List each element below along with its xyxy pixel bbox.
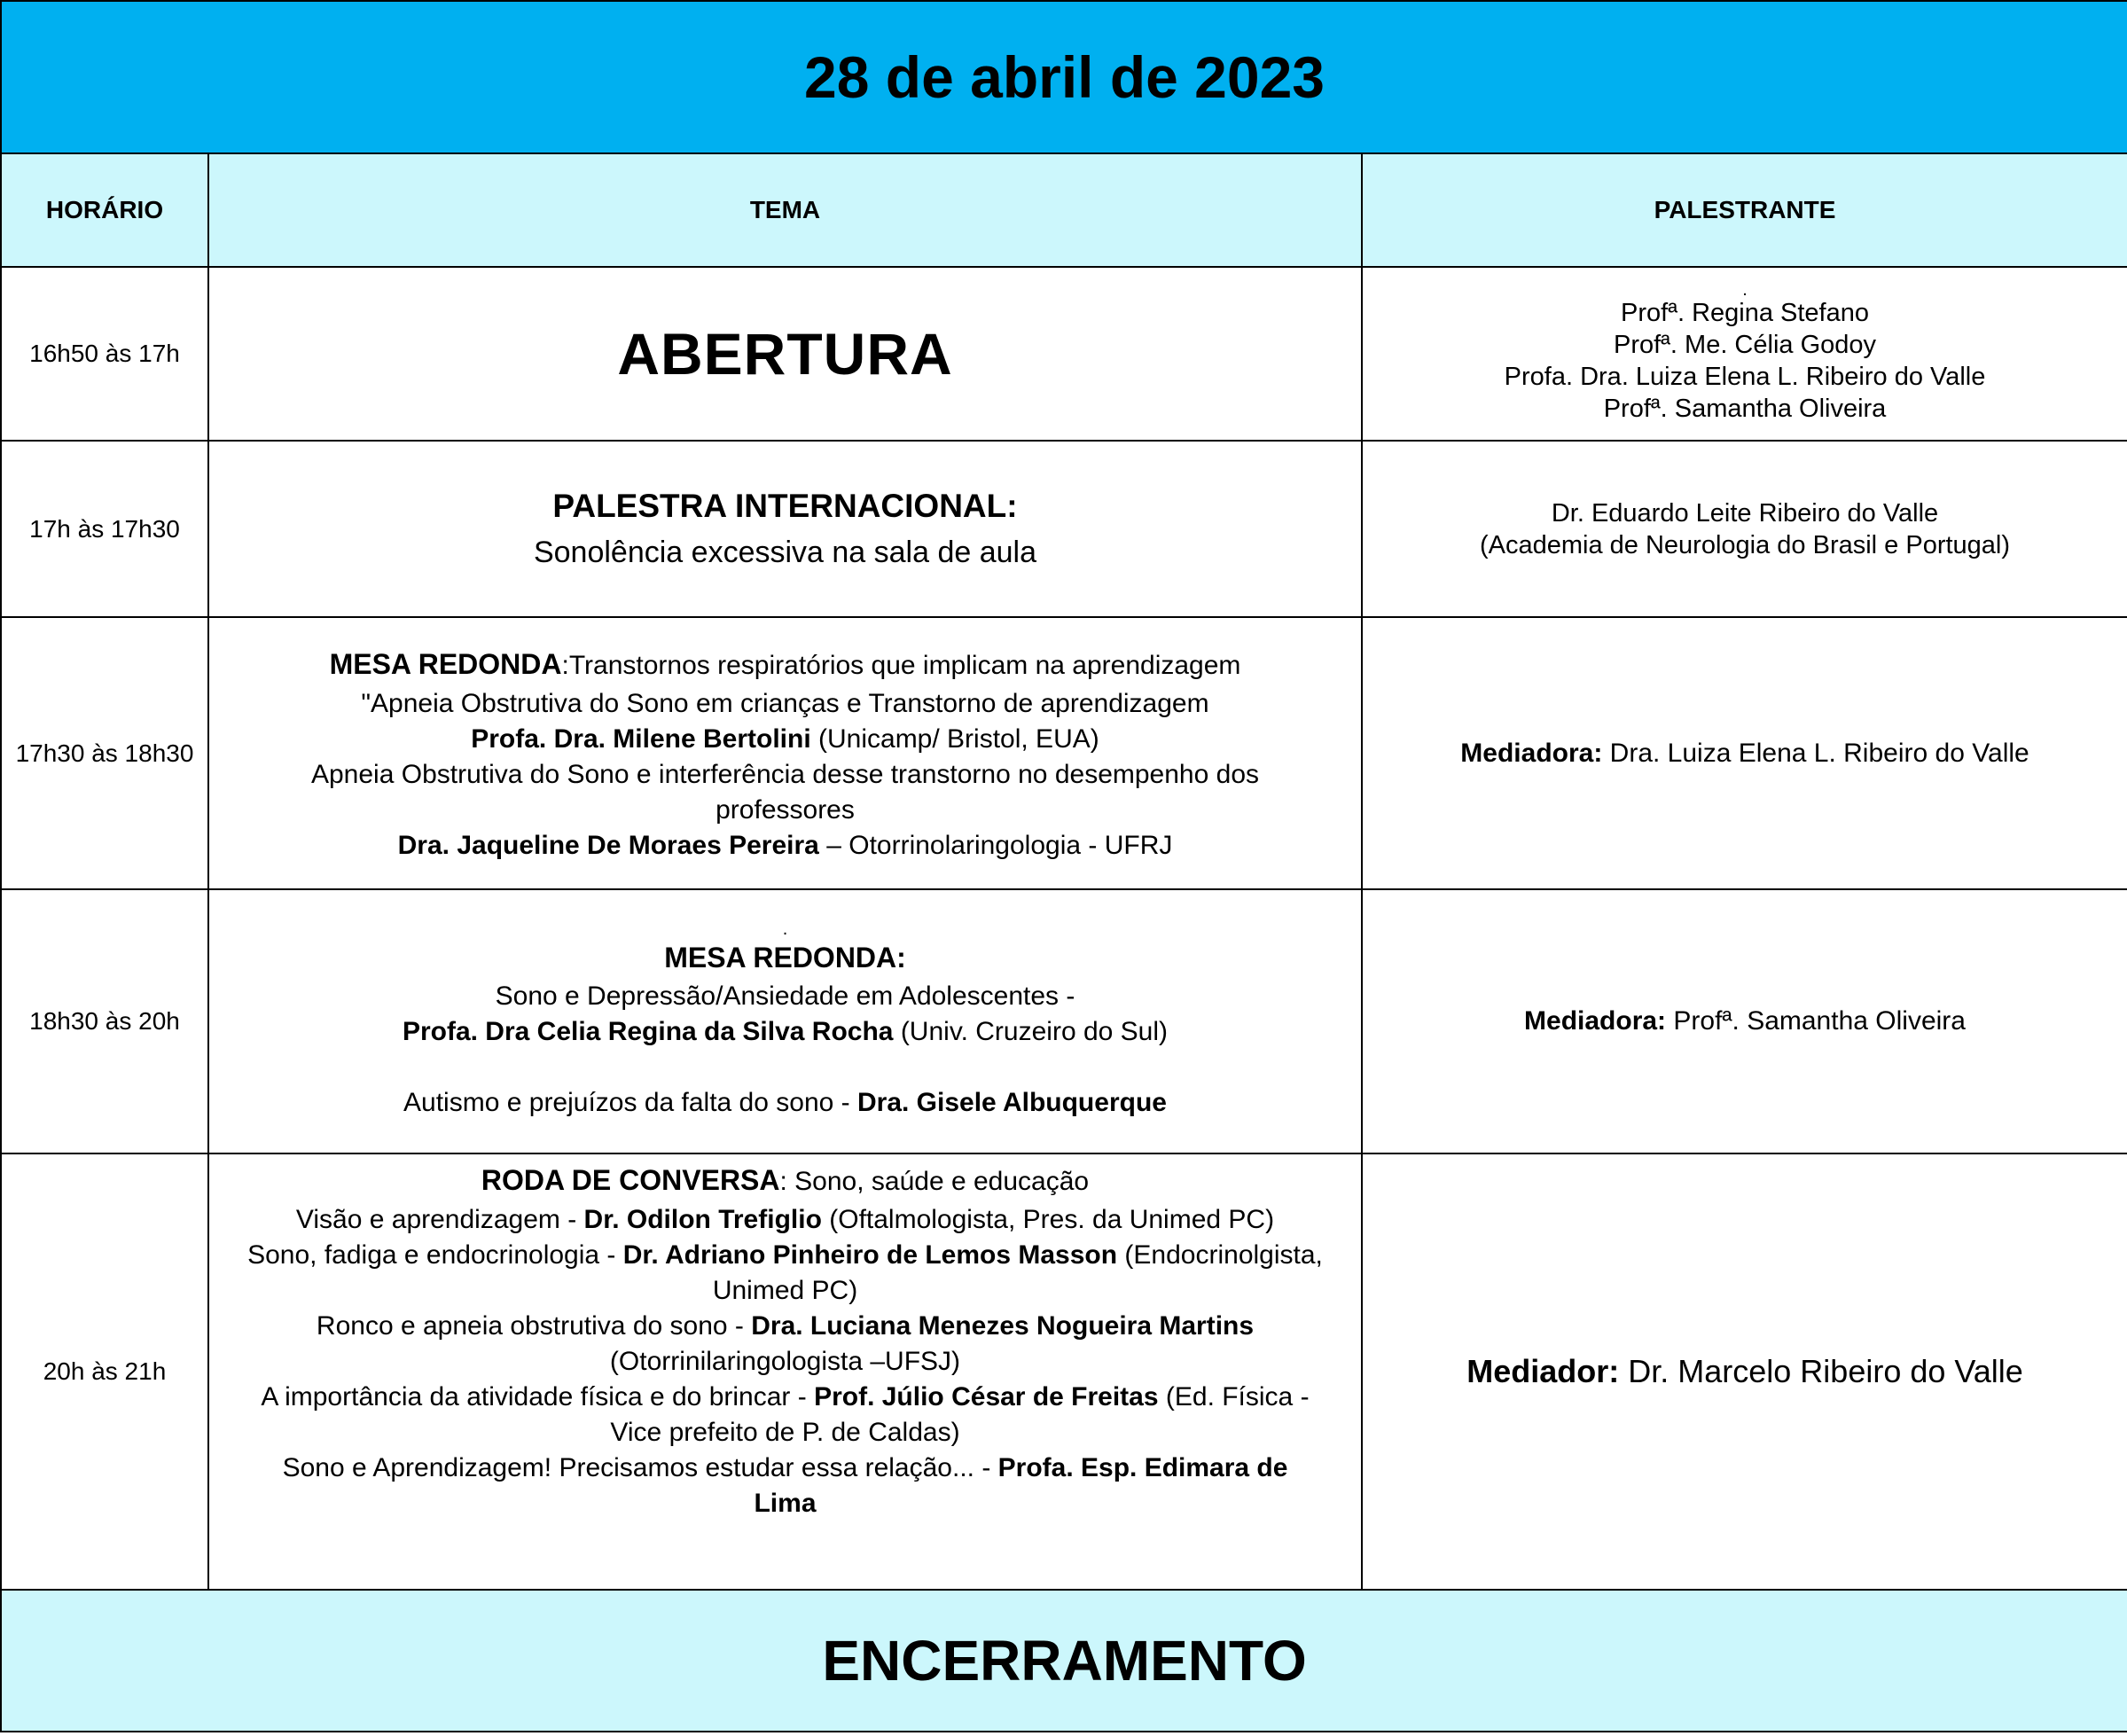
row3-talk2-line1: Apneia Obstrutiva do Sono e interferência desse transtorno no desempenho dos bbox=[310, 759, 1259, 789]
row5-t1-speaker: Dr. Odilon Trefiglio bbox=[583, 1205, 822, 1234]
row4-dot: . bbox=[782, 919, 788, 939]
row1-speaker-1: Profª. Regina Stefano bbox=[1621, 299, 1869, 327]
row4-heading: MESA REDONDA: bbox=[664, 942, 906, 974]
row4-mediator-label: Mediadora: bbox=[1524, 1006, 1667, 1036]
row5-t4-affil1: (Ed. Física - bbox=[1158, 1382, 1310, 1411]
row5-t2-affil2: Unimed PC) bbox=[712, 1276, 858, 1305]
row4-talk1-speaker: Profa. Dra Celia Regina da Silva Rocha bbox=[402, 1017, 894, 1046]
row5-mediator-cell bbox=[1362, 1153, 2127, 1590]
row1-speaker-dot: . bbox=[1742, 280, 1748, 300]
row5-t5: Sono e Aprendizagem! Precisamos estudar essa relação... - bbox=[282, 1453, 998, 1482]
row2-topic-cell bbox=[208, 441, 1362, 617]
row2-speaker-1: Dr. Eduardo Leite Ribeiro do Valle bbox=[1551, 498, 1939, 528]
row5-topic-cell bbox=[208, 1153, 1362, 1590]
table-row bbox=[1, 267, 2127, 441]
row3-mediator: Dra. Luiza Elena L. Ribeiro do Valle bbox=[1602, 738, 2029, 768]
row2-time: 17h às 17h30 bbox=[1, 441, 208, 617]
row5-t3: Ronco e apneia obstrutiva do sono - bbox=[316, 1311, 752, 1341]
title-cell bbox=[1, 1, 2127, 153]
closing-title: ENCERRAMENTO bbox=[822, 1629, 1307, 1693]
row3-talk1: "Apneia Obstrutiva do Sono em crianças e Transtorno de aprendizagem bbox=[361, 688, 1209, 718]
row5-t2-speaker: Dr. Adriano Pinheiro de Lemos Masson bbox=[622, 1240, 1118, 1270]
table-row bbox=[1, 889, 2127, 1153]
row5-t1-affil: (Oftalmologista, Pres. da Unimed PC) bbox=[821, 1205, 1275, 1234]
row5-heading-rest: : Sono, saúde e educação bbox=[779, 1167, 1090, 1196]
row5-t3-speaker: Dra. Luciana Menezes Nogueira Martins bbox=[751, 1311, 1255, 1341]
row5-t4-affil2: Vice prefeito de P. de Caldas) bbox=[610, 1418, 960, 1447]
footer-row bbox=[1, 1590, 2127, 1732]
row4-mediator: Profª. Samantha Oliveira bbox=[1666, 1006, 1966, 1036]
header-topic: TEMA bbox=[208, 153, 1362, 267]
row5-t1: Visão e aprendizagem - bbox=[295, 1205, 584, 1234]
row1-speaker-cell bbox=[1362, 267, 2127, 441]
row5-mediator-label: Mediador: bbox=[1466, 1353, 1620, 1389]
row5-t4-speaker: Prof. Júlio César de Freitas bbox=[814, 1382, 1159, 1411]
row1-speaker-3: Profa. Dra. Luiza Elena L. Ribeiro do Valle bbox=[1504, 363, 1986, 391]
row4-talk1-affil: (Univ. Cruzeiro do Sul) bbox=[893, 1017, 1169, 1046]
row3-topic-cell bbox=[208, 617, 1362, 889]
row5-t2: Sono, fadiga e endocrinologia - bbox=[247, 1240, 623, 1270]
table-row bbox=[1, 441, 2127, 617]
row3-talk2-affil: – Otorrinolaringologia - UFRJ bbox=[818, 830, 1173, 860]
header-time: HORÁRIO bbox=[1, 153, 208, 267]
header-row bbox=[1, 153, 2127, 267]
row1-time: 16h50 às 17h bbox=[1, 267, 208, 441]
row3-heading-rest: :Transtornos respiratórios que implicam na aprendizagem bbox=[561, 650, 1241, 680]
row1-speaker-4: Profª. Samantha Oliveira bbox=[1603, 395, 1887, 423]
row4-talk2: Autismo e prejuízos da falta do sono - bbox=[403, 1088, 857, 1117]
row3-mediator-label: Mediadora: bbox=[1460, 738, 1603, 768]
row3-heading: MESA REDONDA bbox=[329, 647, 562, 680]
table-row bbox=[1, 1153, 2127, 1590]
row5-mediator: Dr. Marcelo Ribeiro do Valle bbox=[1619, 1353, 2023, 1389]
row4-talk2-speaker: Dra. Gisele Albuquerque bbox=[856, 1088, 1167, 1117]
page-title: 28 de abril de 2023 bbox=[804, 44, 1325, 110]
row4-topic-cell bbox=[208, 889, 1362, 1153]
row1-topic: ABERTURA bbox=[617, 321, 953, 387]
title-row bbox=[1, 1, 2127, 153]
row5-t3-affil: (Otorrinilaringologista –UFSJ) bbox=[609, 1347, 961, 1376]
row4-time: 18h30 às 20h bbox=[1, 889, 208, 1153]
row1-topic-cell bbox=[208, 267, 1362, 441]
row5-heading: RODA DE CONVERSA bbox=[481, 1164, 780, 1196]
row4-talk1: Sono e Depressão/Ansiedade em Adolescentes - bbox=[495, 981, 1075, 1011]
row3-talk2-line2: professores bbox=[716, 794, 855, 825]
footer-cell bbox=[1, 1590, 2127, 1732]
row5-time: 20h às 21h bbox=[1, 1153, 208, 1590]
row5-t4: A importância da atividade física e do brincar - bbox=[261, 1382, 815, 1411]
row3-talk1-speaker: Profa. Dra. Milene Bertolini bbox=[471, 723, 811, 754]
row2-subtitle: Sonolência excessiva na sala de aula bbox=[533, 535, 1037, 569]
row3-time: 17h30 às 18h30 bbox=[1, 617, 208, 889]
row3-talk2-speaker: Dra. Jaqueline De Moraes Pereira bbox=[397, 830, 819, 860]
row2-heading: PALESTRA INTERNACIONAL: bbox=[552, 487, 1018, 524]
row1-speaker-2: Profª. Me. Célia Godoy bbox=[1614, 331, 1877, 359]
row3-talk1-affil: (Unicamp/ Bristol, EUA) bbox=[810, 723, 1099, 754]
row2-speaker-cell bbox=[1362, 441, 2127, 617]
row2-speaker-2: (Academia de Neurologia do Brasil e Portugal) bbox=[1479, 530, 2011, 559]
table-row bbox=[1, 617, 2127, 889]
row5-t5-speaker1: Profa. Esp. Edimara de bbox=[997, 1453, 1288, 1482]
header-speaker: PALESTRANTE bbox=[1362, 153, 2127, 267]
row5-t5-speaker2: Lima bbox=[754, 1489, 817, 1518]
row4-mediator-cell bbox=[1362, 889, 2127, 1153]
row3-mediator-cell bbox=[1362, 617, 2127, 889]
row5-t2-affil1: (Endocrinolgista, bbox=[1117, 1240, 1323, 1270]
